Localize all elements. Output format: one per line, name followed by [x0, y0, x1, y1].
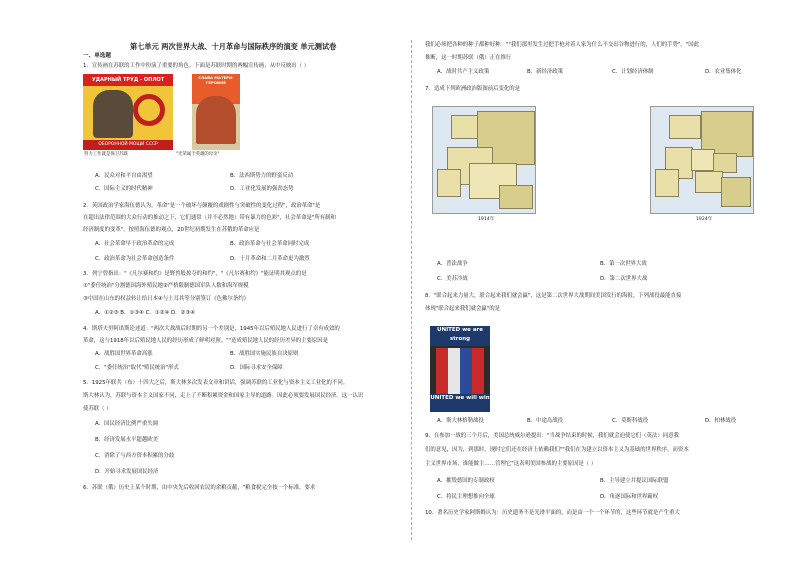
q8-option-d: D．柏林战役	[705, 418, 737, 424]
q6-cont-2: 推断，这一时期苏联（俄）正在推行	[425, 55, 512, 61]
q5-option-b: B．经济发展水平超越欧美	[95, 437, 158, 443]
q7-option-a: A．普法战争	[437, 261, 468, 267]
poster1-slogan: УДАРНЫЙ ТРУД - ОПЛОТ	[83, 74, 173, 86]
q2-stem-2: 在超出法律范围的大众行动的推动之下，它们通常（并不必然地）带有暴力的色彩"，社会革命是"所有制和	[83, 215, 336, 221]
q2-stem-1: 2．英国政治学家海伍德认为，革命"是一个破坏与颠覆的戏剧性与突破性的变化过程"，政治革命"是	[83, 203, 321, 209]
q7-option-c: C．美苏冷战	[437, 276, 468, 282]
q9-stem-2: 们的意见，因为，到那时，现时它们还在经济上依赖我们""我们在为建立以资本主义为基础的世界秩序，而资本	[425, 447, 689, 453]
q7-option-d: D．第二次世界大战	[600, 276, 648, 282]
q2-stem-3: 经济制度的变革"。按照海伍德的观点，20世纪初期发生在苏俄的革命应是	[83, 227, 260, 233]
family-figure	[196, 96, 236, 144]
q3-options: A．①②③ B．①③④ C．①②④ D．②③④	[95, 310, 195, 316]
q4-option-d: D．国际寻求安全保障	[230, 365, 283, 371]
worker-figure	[93, 90, 133, 138]
map-caption-1924: 1924年	[696, 217, 713, 222]
q6-cont-1: 我们必须把各种的种子都种好种。""我们那里发生过把手枪对着人家为什么不交出谷物进行的，人们的手势"。"国此	[425, 42, 700, 48]
q6-stem: 6．苏联（俄）历史上某个时期，由中央先后收回农民的余粮贡献，"粮食税完全按一个标准，要求	[83, 485, 316, 491]
europe-map-1914	[432, 106, 536, 214]
q5-stem-2: 斯大林认为，苏联与资本主义国家不同，走上了不断积累资金和国家主导的道路。因此必须要发展国民经济。这一认识	[83, 393, 364, 399]
q2-option-c: C．政治革命为社会革命创造条件	[95, 256, 175, 262]
q3-item-1: ①"委任统治"分割德国海外殖民地②严格限制德国军队人数和海军规模	[83, 283, 249, 289]
q6-option-d: D．农业集体化	[705, 69, 742, 75]
q8-stem-1: 8．"联合起来力量大，联合起来我们就会赢"，这是第二次世界大战期间美国发行的海报。下列战役最能直接	[425, 293, 682, 299]
column-divider	[411, 40, 412, 540]
q9-option-d: D．角逐国际和世界霸权	[600, 494, 659, 500]
europe-map-1924	[650, 106, 754, 214]
q9-stem-1: 9．在参加一战的三个月后，美国总统威尔逊提出："当战争结束的时候，我们就会迫使它们（英法）同意我	[425, 433, 679, 439]
q1-stem: 1．宣传画在苏联的工作中扮演了重要的角色。下面是苏联时期的两幅宣传画，从中反映出（ ）	[83, 63, 310, 69]
q7-stem: 7．造成下列欧洲政治版图前后变化的是	[425, 86, 521, 92]
poster3-slogan-top: UNITED we are strong	[430, 326, 490, 346]
q1-option-b: B．法西斯势力的野蛮反动	[230, 173, 293, 179]
q5-option-a: A．国民经济比例严重失调	[95, 421, 158, 427]
q5-option-d: D．开始寻求发展国民经济	[95, 469, 159, 475]
q6-option-c: C．计划经济体制	[612, 69, 654, 75]
hero-mother-poster	[192, 74, 240, 150]
poster3-slogan-bottom: UNITED we will win	[430, 394, 490, 412]
section-heading: 一、单选题	[83, 53, 111, 59]
q2-option-d: D．十月革命和二月革命更为激烈	[230, 256, 310, 262]
gear-icon	[133, 94, 165, 126]
q4-option-c: C．"委任统治"取代"殖民统治"形式	[95, 365, 179, 371]
q6-option-b: B．新经济政策	[527, 69, 564, 75]
poster1-slogan-bottom: ОБОРОННОЙ МОЩИ СССР	[83, 140, 173, 150]
q4-option-b: B．战胜国实施民族自决原则	[230, 351, 299, 357]
q5-stem-1: 5．1925年联共（布）十四大之后，斯大林多次发表文章和讲话，强调苏联的工业化与资本主义工业化的不同。	[83, 380, 349, 386]
q1-option-d: D．工业化发展的强劲态势	[230, 186, 294, 192]
q1-option-c: C．国际主义的时代精神	[95, 186, 153, 192]
q5-stem-3: 使苏联（ ）	[83, 406, 112, 412]
soviet-labor-poster	[83, 74, 173, 150]
caption-right: "光荣属于英雄的母亲"	[176, 152, 220, 157]
q4-stem-1: 4．斯塔夫里阿诺斯论述道："两次大战战后时期的另一个差别是，1945年以后殖民地人民进行了卓有成效的	[83, 326, 340, 332]
q10-stem: 10．著名历史学家阿斯姆认为：历史遗务不是光滑平面的，而是由一个一个环节的，这些环节就是产生重大	[425, 510, 680, 516]
q8-option-b: B．中途岛战役	[527, 418, 564, 424]
q9-stem-3: 主义世界市场，谁能做主……管理它"这表明美国参战的主要原因是（ ）	[425, 461, 597, 467]
united-poster	[430, 326, 490, 412]
q5-option-c: C．消除了与西方资本积累的分歧	[95, 453, 175, 459]
q8-option-c: C．莫斯科战役	[612, 418, 649, 424]
q7-option-b: B．第一次世界大战	[600, 261, 647, 267]
q4-stem-2: 革命，这与1918年以后殖民地人民的经历形成了鲜明对照。""造成殖民地人民的经历差异的主要原因是	[83, 338, 329, 344]
allied-flags	[436, 348, 484, 394]
map-caption-1914: 1914年	[478, 217, 495, 222]
q2-option-a: A．社会革命早于政治革命的完成	[95, 241, 175, 247]
q9-option-c: C．将民主理想推向全球	[437, 494, 495, 500]
q1-option-a: A．民众对和平自由渴望	[95, 173, 153, 179]
q4-option-a: A．战胜国世界革命高涨	[95, 351, 153, 357]
q9-option-b: B．主导建立并提议国际联盟	[600, 478, 669, 484]
q2-option-b: B．政治革命与社会革命同时完成	[230, 241, 310, 247]
q3-item-2: ③中国在山东的权益转让给日本④与土耳其等分别签订《色佛尔条约》	[83, 296, 249, 302]
poster2-slogan: СЛАВА МАТЕРИ-ГЕРОИНЕ	[198, 75, 234, 85]
q9-option-a: A．摧毁德国的专制政权	[437, 478, 495, 484]
page-title: 第七单元 两次世界大战、十月革命与国际秩序的演变 单元测试卷	[130, 42, 337, 51]
caption-left: 努力工作就是保卫苏联	[84, 152, 128, 157]
q8-option-a: A．斯大林格勒战役	[437, 418, 484, 424]
q3-stem: 3．列宁曾指出："《凡尔赛和约》是野兽般掠夺的和约"，"《凡尔赛和约》"能证明其观点的是	[83, 271, 307, 277]
q6-option-a: A．战时共产主义政策	[437, 69, 490, 75]
q8-stem-2: 体现"联合起来我们就会赢"的是	[425, 306, 501, 312]
